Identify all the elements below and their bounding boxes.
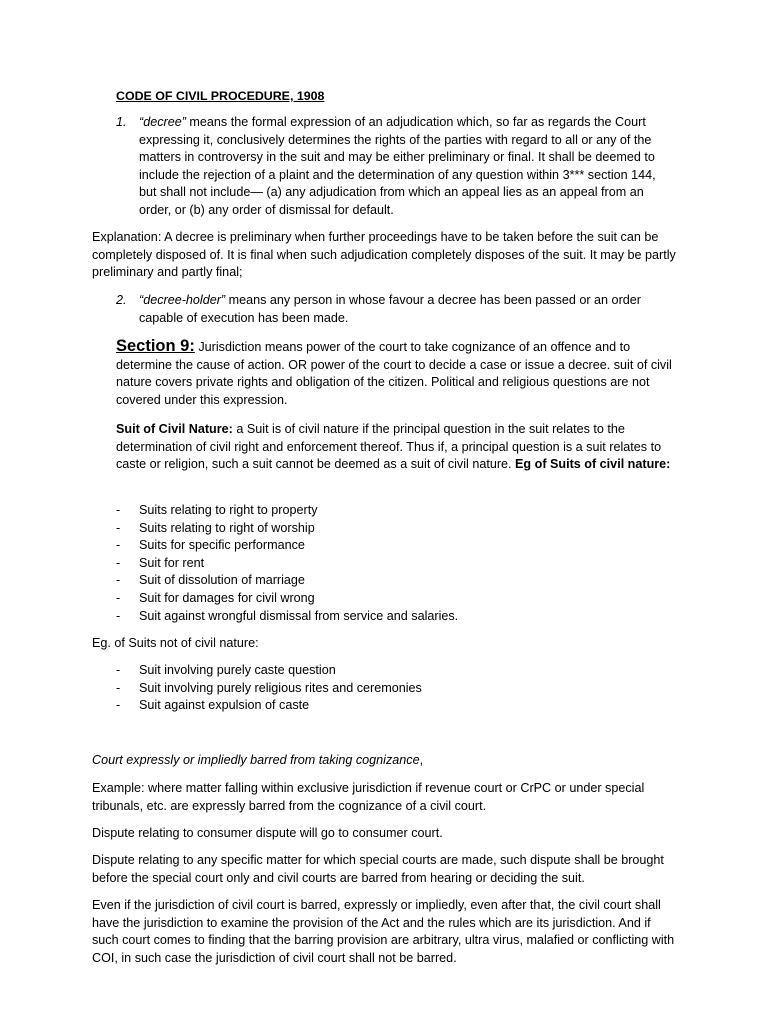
list-item: - Suit involving purely religious rites and ceremonies (116, 680, 676, 698)
civil-nature-text: a Suit is of civil nature if the principal question in the suit relates to the determination of civil right and enforcement thereof. Thus if, a principal question is a suit relates to caste or religion, such a suit cannot be deemed as a suit of civil nature. (116, 422, 662, 472)
document-title: CODE OF CIVIL PROCEDURE, 1908 (116, 89, 325, 103)
example-paragraph: Example: where matter falling within exclusive jurisdiction if revenue court or CrPC or under special tribunals, etc. are expressly barred from the cognizance of a civil court. (92, 781, 645, 813)
definition-decree (116, 114, 676, 220)
section-9-heading: Section 9: (116, 337, 195, 355)
definition-text: means the formal expression of an adjudication which, so far as regards the Court expressing it, conclusively determines the rights of the parties with regard to all or any of the matters in controversy in the suit and may be either preliminary or final. It shall be deemed to include the rejection of a plaint and the determination of any question within 3*** section 144, but shall not include— (a) any adjudication from which an appeal lies as an appeal from an order, or (b) any order of dismissal for default. (139, 115, 656, 217)
barred-heading-comma: , (419, 753, 424, 767)
list-item: - Suit against wrongful dismissal from service and salaries. (116, 608, 676, 626)
civil-nature-label: Suit of Civil Nature: (116, 422, 233, 436)
definition-number: 2. (116, 293, 127, 307)
definition-term: “decree” (139, 115, 186, 129)
list-item: - Suit of dissolution of marriage (116, 572, 676, 590)
not-civil-label: Eg. of Suits not of civil nature: (92, 636, 259, 650)
list-item: - Suits for specific performance (116, 537, 676, 555)
section-9-text: Jurisdiction means power of the court to take cognizance of an offence and to determine the cause of action. OR power of the court to decide a case or issue a decree. suit of civil nature covers private rights and obligation of the citizen. Political and religious questions are not covered under this expression. (116, 340, 672, 407)
definition-text: means any person in whose favour a decree has been passed or an order capable of execution has been made. (139, 293, 641, 325)
list-item: - Suits relating to right of worship (116, 520, 676, 538)
jurisdiction-barred-paragraph: Even if the jurisdiction of civil court is barred, expressly or impliedly, even after that, the civil court shall have the jurisdiction to examine the provision of the Act and the rules which are its jurisdiction. And if such court comes to finding that the barring provision are arbitrary, ultra virus, malafied or conflicting with COI, in such case the jurisdiction of civil court shall not be barred. (92, 898, 675, 965)
civil-suits-list (116, 502, 676, 625)
special-courts-paragraph: Dispute relating to any specific matter for which special courts are made, such dispute shall be brought before the special court only and civil courts are barred from hearing or deciding the suit. (92, 853, 664, 885)
definition-decree-holder (116, 292, 676, 327)
list-item: - Suit involving purely caste question (116, 662, 676, 680)
civil-nature-paragraph (116, 421, 676, 474)
not-civil-suits-list (116, 662, 676, 715)
list-item: - Suit for rent (116, 555, 676, 573)
list-item: - Suit against expulsion of caste (116, 697, 676, 715)
definition-term: “decree-holder” (139, 293, 226, 307)
definition-number: 1. (116, 115, 127, 129)
civil-nature-eg-label: Eg of Suits of civil nature: (515, 457, 671, 472)
list-item: - Suit for damages for civil wrong (116, 590, 676, 608)
consumer-dispute-paragraph: Dispute relating to consumer dispute will go to consumer court. (92, 826, 443, 840)
list-item: - Suits relating to right to property (116, 502, 676, 520)
barred-heading (92, 752, 423, 770)
explanation-paragraph: Explanation: A decree is preliminary when further proceedings have to be taken before the suit can be completely disposed of. It is final when such adjudication completely disposes of the suit. It may be partly preliminary and partly final; (92, 230, 676, 280)
barred-heading-text: Court expressly or impliedly barred from taking cognizance (92, 753, 420, 767)
section-9-paragraph (116, 338, 676, 409)
